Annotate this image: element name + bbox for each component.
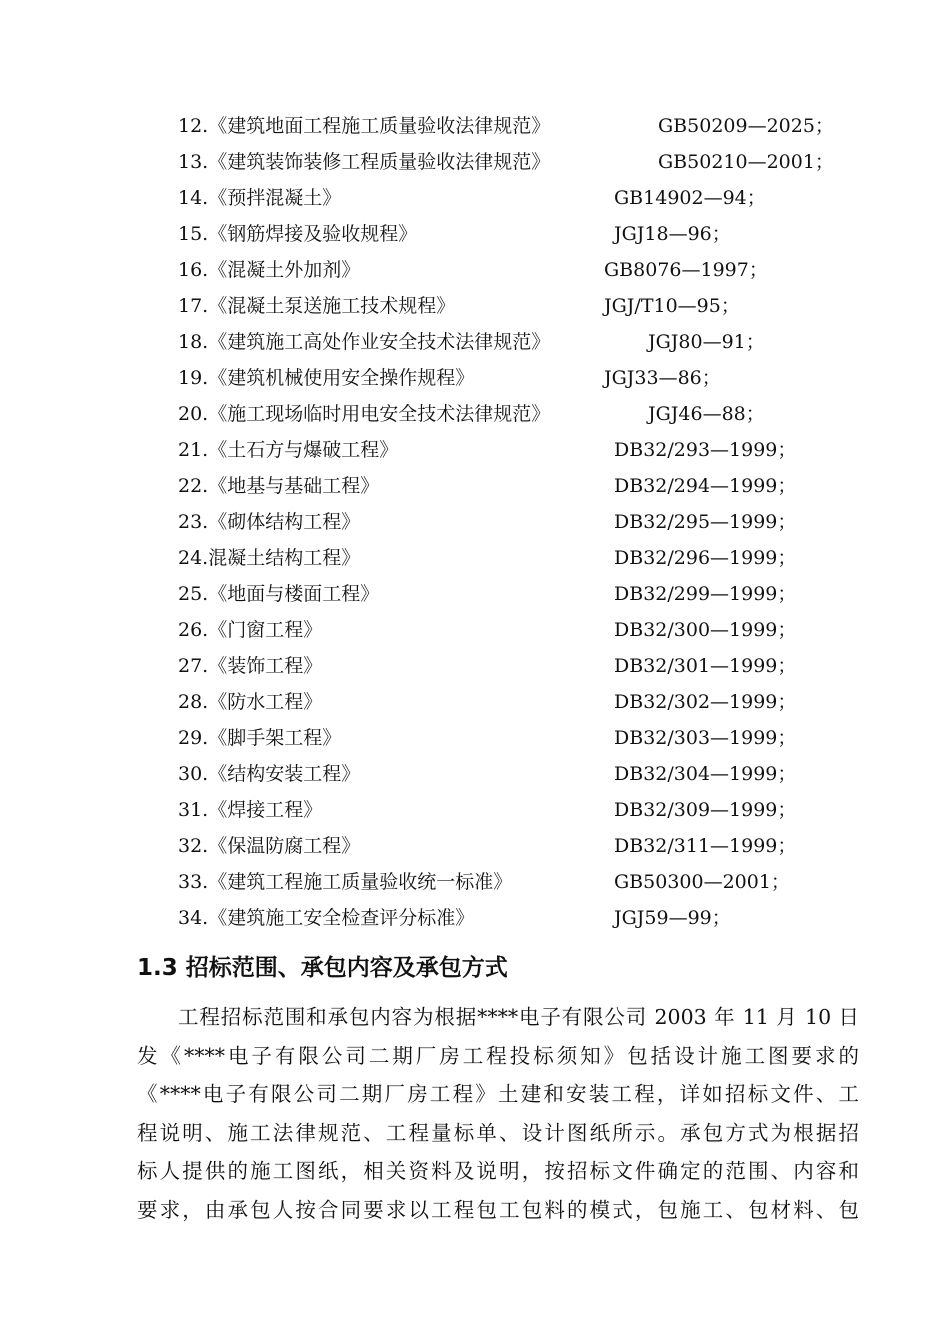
- reference-code: DB32/300—1999；: [614, 619, 797, 641]
- reference-item: [0, 216, 950, 252]
- reference-code: DB32/301—1999；: [614, 655, 797, 677]
- reference-code: JGJ18—96；: [614, 223, 731, 245]
- reference-code: JGJ59—99；: [614, 907, 731, 929]
- reference-title: 23.《砌体结构工程》: [178, 511, 361, 533]
- reference-title: 29.《脚手架工程》: [178, 727, 342, 749]
- reference-title: 14.《预拌混凝土》: [178, 187, 342, 209]
- reference-title: 33.《建筑工程施工质量验收统一标准》: [178, 871, 513, 893]
- reference-title: 13.《建筑装饰装修工程质量验收法律规范》: [178, 151, 551, 173]
- reference-item: [0, 828, 950, 864]
- reference-title: 15.《钢筋焊接及验收规程》: [178, 223, 418, 245]
- reference-item: [0, 468, 950, 504]
- reference-item: [0, 792, 950, 828]
- reference-code: JGJ46—88；: [648, 403, 765, 425]
- reference-code: JGJ80—91；: [648, 331, 765, 353]
- reference-title: 18.《建筑施工高处作业安全技术法律规范》: [178, 331, 551, 353]
- paragraph-line: 发《****电子有限公司二期厂房工程投标须知》包括设计施工图要求的: [137, 1043, 859, 1068]
- reference-item: [0, 324, 950, 360]
- reference-title: 32.《保温防腐工程》: [178, 835, 361, 857]
- reference-item: [0, 612, 950, 648]
- reference-item: [0, 900, 950, 936]
- reference-title: 22.《地基与基础工程》: [178, 475, 380, 497]
- reference-code: DB32/304—1999；: [614, 763, 797, 785]
- reference-item: [0, 504, 950, 540]
- reference-title: 25.《地面与楼面工程》: [178, 583, 380, 605]
- section-paragraph: [137, 998, 859, 1229]
- reference-code: DB32/311—1999；: [614, 835, 797, 857]
- reference-title: 12.《建筑地面工程施工质量验收法律规范》: [178, 115, 551, 137]
- reference-item: [0, 576, 950, 612]
- reference-item: [0, 288, 950, 324]
- reference-item: [0, 360, 950, 396]
- reference-code: JGJ/T10—95；: [604, 295, 740, 317]
- reference-code: JGJ33—86；: [604, 367, 721, 389]
- reference-title: 26.《门窗工程》: [178, 619, 323, 641]
- section-heading: 1.3 招标范围、承包内容及承包方式: [137, 955, 508, 981]
- reference-item: [0, 252, 950, 288]
- reference-title: 16.《混凝土外加剂》: [178, 259, 361, 281]
- paragraph-line: 《****电子有限公司二期厂房工程》土建和安装工程，详如招标文件、工: [137, 1082, 859, 1106]
- reference-title: 21.《土石方与爆破工程》: [178, 439, 399, 461]
- paragraph-line: 程说明、施工法律规范、工程量标单、设计图纸所示。承包方式为根据招: [137, 1120, 859, 1145]
- reference-item: [0, 684, 950, 720]
- reference-item: [0, 144, 950, 180]
- reference-item: [0, 864, 950, 900]
- reference-title: 20.《施工现场临时用电安全技术法律规范》: [178, 403, 551, 425]
- reference-title: 34.《建筑施工安全检查评分标准》: [178, 907, 475, 929]
- reference-code: DB32/303—1999；: [614, 727, 797, 749]
- reference-code: GB50209—2025；: [658, 115, 834, 137]
- reference-title: 19.《建筑机械使用安全操作规程》: [178, 367, 475, 389]
- reference-code: DB32/302—1999；: [614, 691, 797, 713]
- reference-code: GB50210—2001；: [658, 151, 834, 173]
- standards-reference-list: [0, 108, 950, 936]
- reference-code: GB8076—1997；: [604, 259, 768, 281]
- reference-title: 30.《结构安装工程》: [178, 763, 361, 785]
- paragraph-line: 标人提供的施工图纸，相关资料及说明，按招标文件确定的范围、内容和: [137, 1159, 859, 1183]
- reference-item: [0, 180, 950, 216]
- reference-code: DB32/299—1999；: [614, 583, 797, 605]
- reference-code: GB14902—94；: [614, 187, 766, 209]
- reference-item: [0, 396, 950, 432]
- reference-title: 31.《焊接工程》: [178, 799, 323, 821]
- reference-code: DB32/295—1999；: [614, 511, 797, 533]
- reference-item: [0, 540, 950, 576]
- reference-code: DB32/294—1999；: [614, 475, 797, 497]
- reference-item: [0, 756, 950, 792]
- reference-title: 17.《混凝土泵送施工技术规程》: [178, 295, 456, 317]
- reference-title: 28.《防水工程》: [178, 691, 323, 713]
- paragraph-line: 工程招标范围和承包内容为根据****电子有限公司 2003 年 11 月 10 日: [178, 1005, 859, 1029]
- reference-code: GB50300—2001；: [614, 871, 790, 893]
- reference-item: [0, 108, 950, 144]
- reference-code: DB32/309—1999；: [614, 799, 797, 821]
- paragraph-line: 要求，由承包人按合同要求以工程包工包料的模式，包施工、包材料、包: [137, 1197, 859, 1222]
- reference-code: DB32/296—1999；: [614, 547, 797, 569]
- reference-item: [0, 648, 950, 684]
- reference-item: [0, 432, 950, 468]
- reference-code: DB32/293—1999；: [614, 439, 797, 461]
- reference-title: 24.混凝土结构工程》: [178, 547, 361, 569]
- reference-item: [0, 720, 950, 756]
- reference-title: 27.《装饰工程》: [178, 655, 323, 677]
